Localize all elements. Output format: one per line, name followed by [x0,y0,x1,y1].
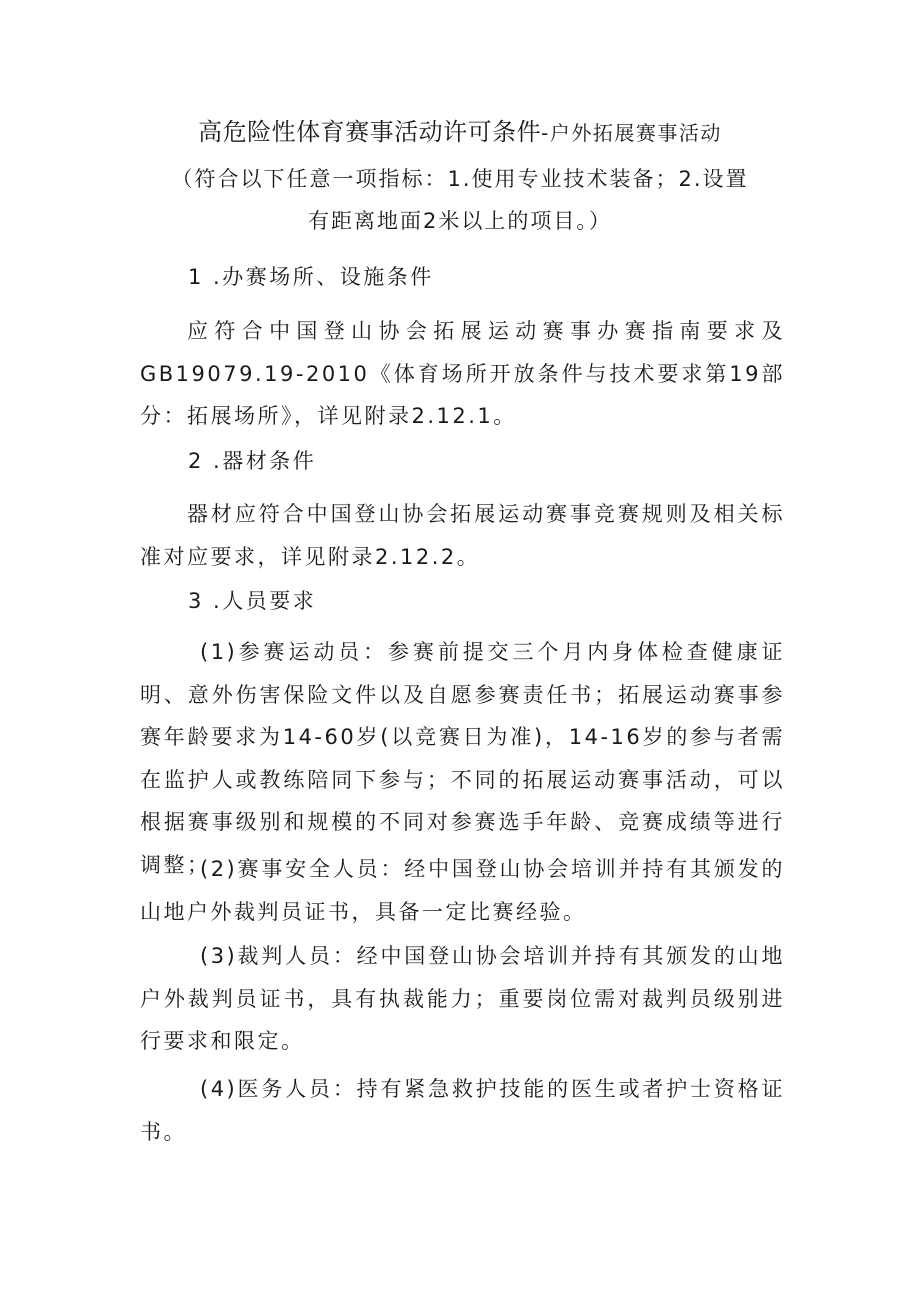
personnel-item-2: (2)赛事安全人员：经中国登山协会培训并持有其颁发的山地户外裁判员证书，具备一定比赛经验。 [140,857,785,924]
document-title [0,112,920,153]
section-3-heading: 3 .人员要求 [188,589,317,613]
subtitle-line-1: （符合以下任意一项指标：1.使用专业技术装备；2.设置 [171,167,749,191]
title-suffix: -户外拓展赛事活动 [541,121,722,145]
document-subtitle [120,158,800,242]
section-2-heading: 2 .器材条件 [188,449,317,473]
section-2-text: 器材应符合中国登山协会拓展运动赛事竞赛规则及相关标准对应要求，详见附录2.12.2。 [140,502,785,569]
title-main: 高危险性体育赛事活动许可条件 [198,118,542,146]
section-1-heading: 1 .办赛场所、设施条件 [188,265,434,289]
subtitle-line-2: 有距离地面2米以上的项目。） [308,209,612,233]
personnel-item-4: (4)医务人员：持有紧急救护技能的医生或者护士资格证书。 [140,1077,785,1144]
section-1-text: 应符合中国登山协会拓展运动赛事办赛指南要求及GB19079.19-2010《体育场所开放条件与技术要求第19部分：拓展场所》，详见附录2.12.1。 [140,319,785,428]
personnel-item-3: (3)裁判人员：经中国登山协会培训并持有其颁发的山地户外裁判员证书，具有执裁能力；重要岗位需对裁判员级别进行要求和限定。 [140,944,785,1053]
personnel-item-1: (1)参赛运动员：参赛前提交三个月内身体检查健康证明、意外伤害保险文件以及自愿参赛责任书；拓展运动赛事参赛年龄要求为14-60岁(以竞赛日为准)，14-16岁的参与者需在监护人或教练陪同下参与；不同的拓展运动赛事活动，可以根据赛事级别和规模的不同对参赛选手年龄、竞赛成绩等进行调整； [140,640,785,877]
